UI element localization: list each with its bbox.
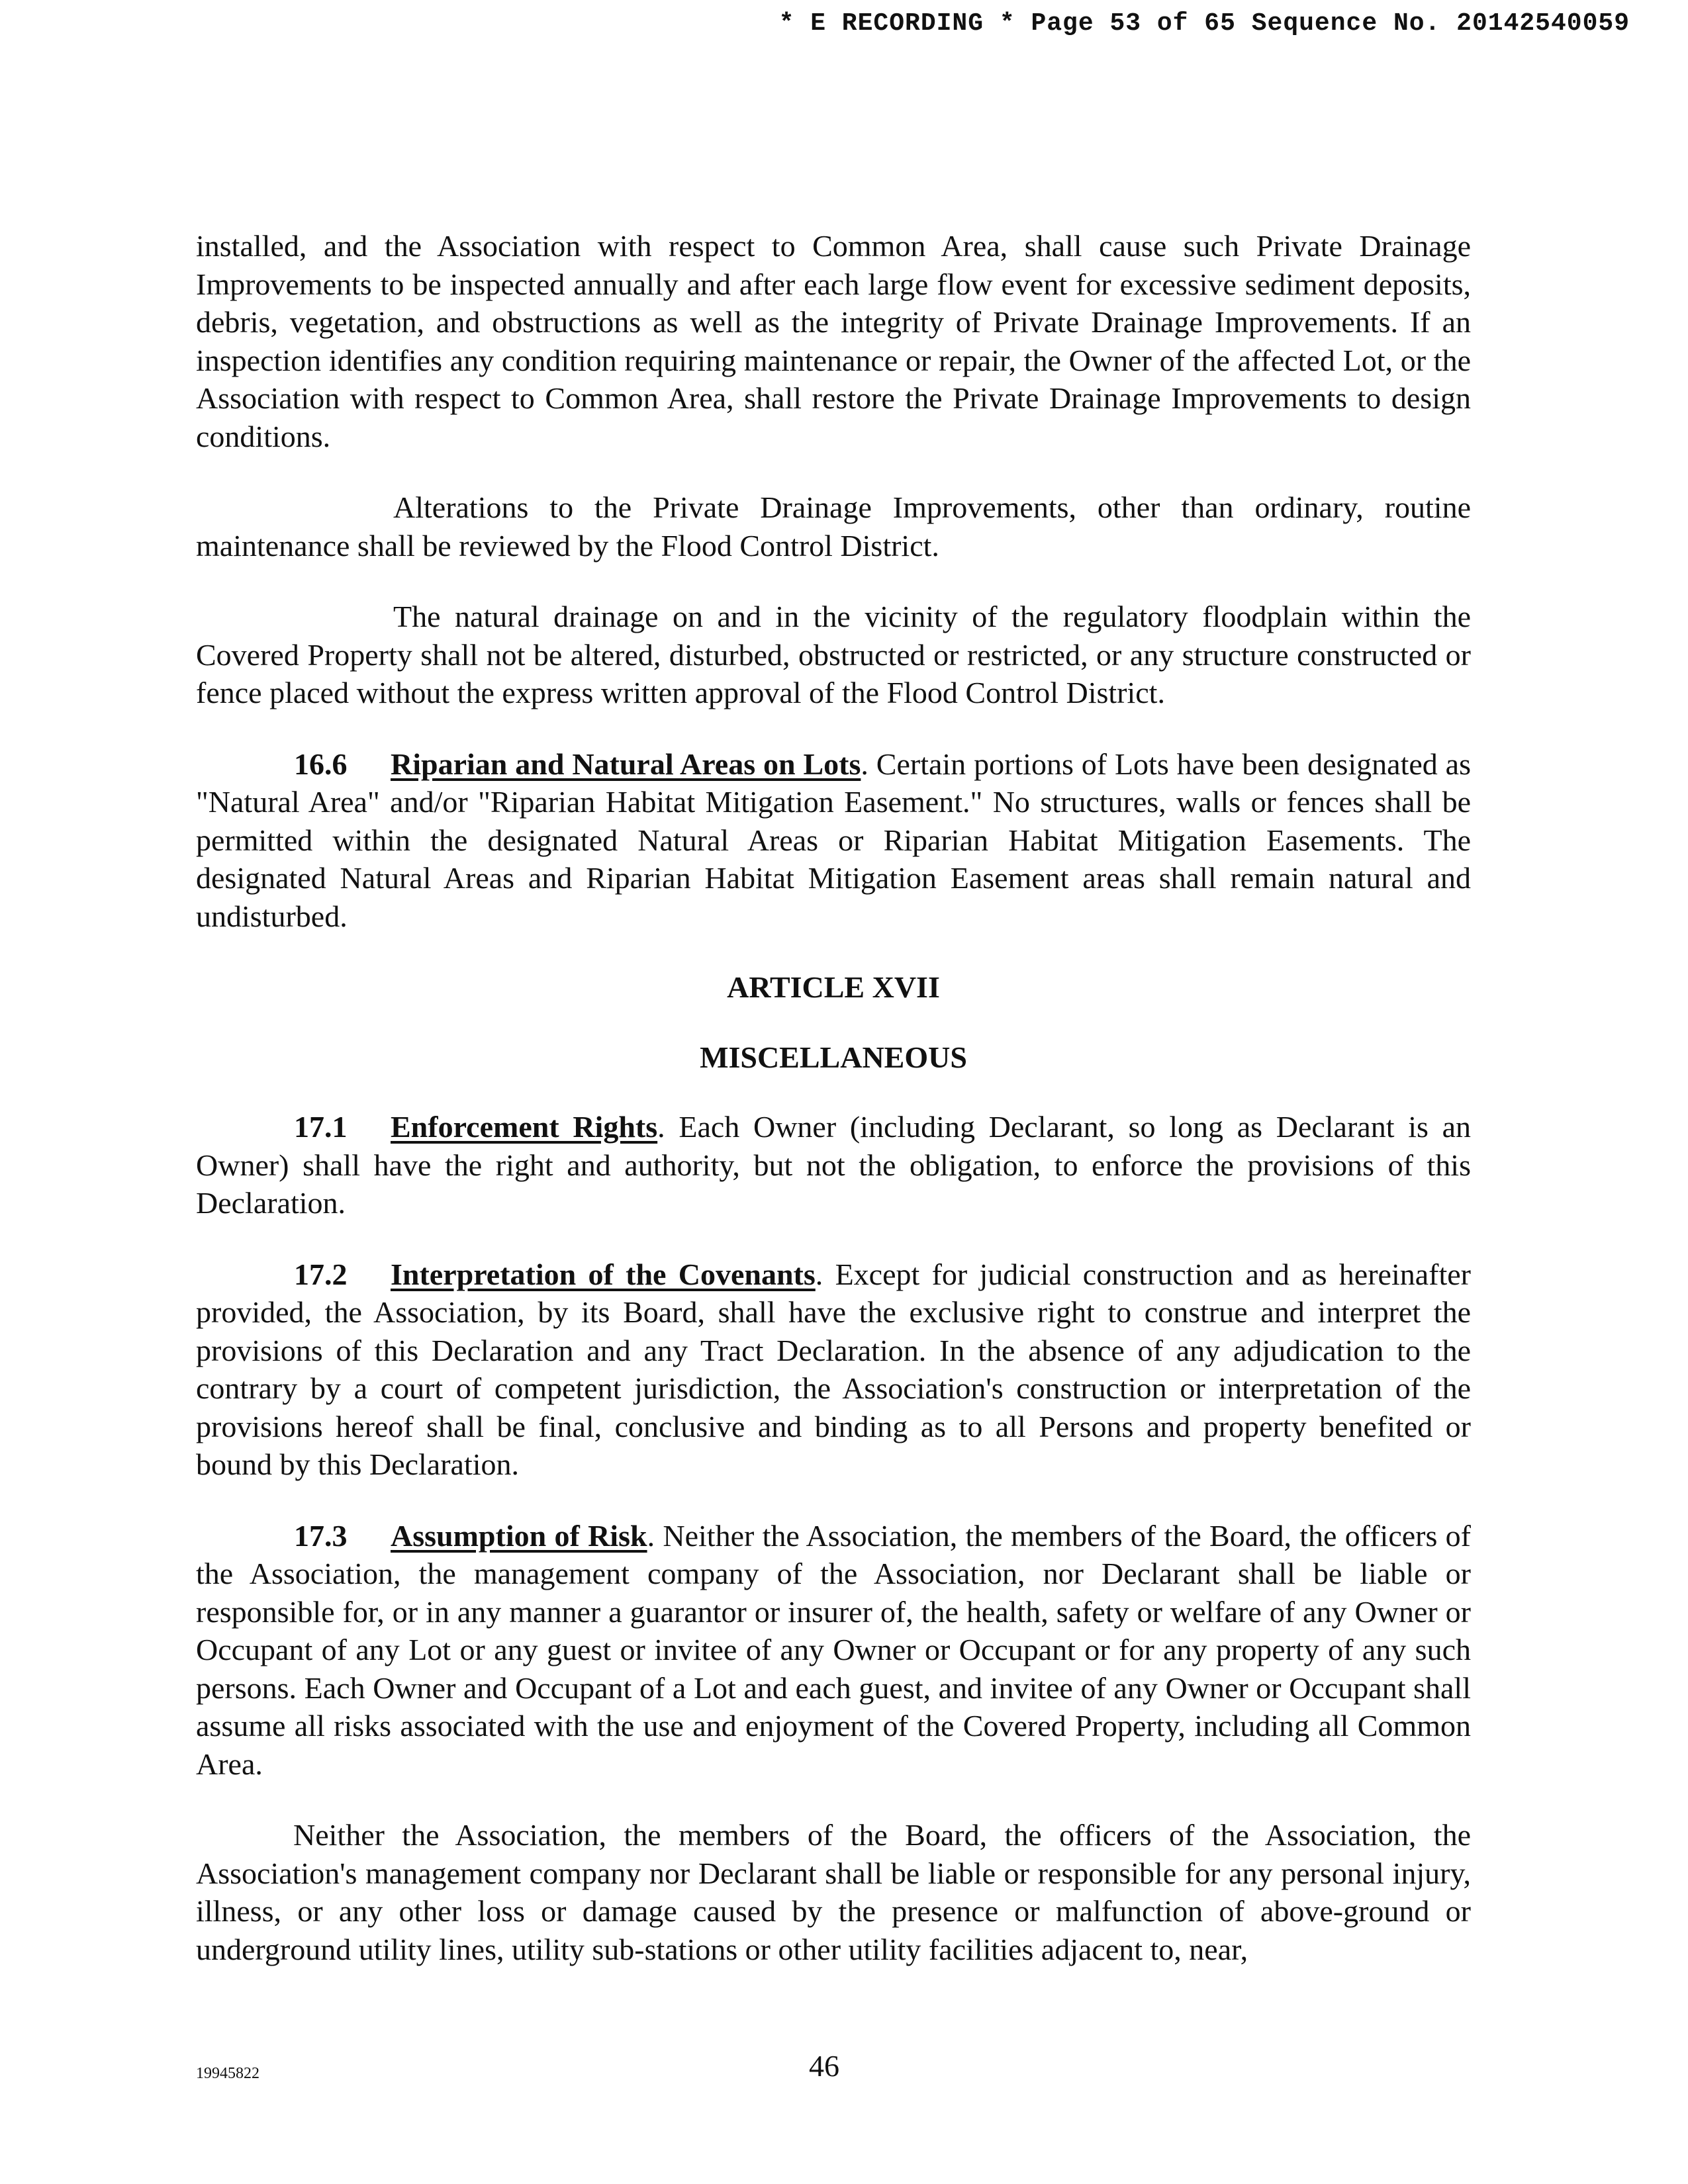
section-17-2 <box>196 1255 1471 1484</box>
section-title: Interpretation of the Covenants <box>391 1257 816 1291</box>
document-body <box>196 227 1471 2001</box>
page-number-text: 46 <box>809 2049 839 2083</box>
section-number: 16.6 <box>294 747 348 781</box>
section-16-6 <box>196 745 1471 936</box>
section-17-1 <box>196 1108 1471 1222</box>
section-text: . Except for judicial construction and as hereinafter provided, the Association, by its Board, shall have the exclusive right to construe and interpret the provisions of this Declaration and any Tract Declaration. In the absence of any adjudication to the contrary by a court of competent jurisdiction, the Association's construction or interpretation of the provisions hereof shall be final, conclusive and binding as to all Persons and property benefited or bound by this Declaration. <box>196 1257 1471 1481</box>
section-number: 17.1 <box>294 1110 348 1144</box>
paragraph-drainage-inspection: installed, and the Association with respect to Common Area, shall cause such Private Drainage Improvements to be inspected annually and after each large flow event for excessive sediment deposits, debris, vegetation, and obstructions as well as the integrity of Private Drainage Improvements. If an inspection identifies any condition requiring maintenance or repair, the Owner of the affected Lot, or the Association with respect to Common Area, shall restore the Private Drainage Improvements to design conditions. <box>196 229 1471 453</box>
document-id: 19945822 <box>196 2065 259 2082</box>
section-number: 17.3 <box>294 1518 348 1553</box>
section-text: . Certain portions of Lots have been designated as "Natural Area" and/or "Riparian Habitat Mitigation Easement." No structures, walls or fences shall be permitted within the designated Natural Areas or Riparian Habitat Mitigation Easements. The designated Natural Areas and Riparian Habitat Mitigation Easement areas shall remain natural and undisturbed. <box>196 747 1471 933</box>
recording-stamp: * E RECORDING * Page 53 of 65 Sequence No. 20142540059 <box>778 9 1630 38</box>
paragraph-utility-liability: Neither the Association, the members of the Board, the officers of the Association, the Association's management company nor Declarant shall be liable or responsible for any personal injury, illness, or any other loss or damage caused by the presence or malfunction of above-ground or underground utility lines, utility sub-stations or other utility facilities adjacent to, near, <box>196 1818 1471 1966</box>
section-number: 17.2 <box>294 1257 348 1291</box>
section-title: Enforcement Rights <box>391 1110 658 1144</box>
section-text: . Neither the Association, the members of the Board, the officers of the Association, the management company of the Association, nor Declarant shall be liable or responsible for, or in any manner a guarantor or insurer of, the health, safety or welfare of any Owner or Occupant of any Lot or any guest or invitee of any Owner or Occupant or for any property of any such persons. Each Owner and Occupant of a Lot and each guest, and invitee of any Owner or Occupant shall assume all risks associated with the use and enjoyment of the Covered Property, including all Common Area. <box>196 1518 1471 1781</box>
section-17-3 <box>196 1517 1471 1784</box>
article-heading: ARTICLE XVII <box>727 970 940 1004</box>
paragraph-drainage-alterations: Alterations to the Private Drainage Improvements, other than ordinary, routine maintenance shall be reviewed by the Flood Control District. <box>196 490 1471 563</box>
page-number <box>0 2048 1688 2083</box>
section-text: . Each Owner (including Declarant, so long as Declarant is an Owner) shall have the right and authority, but not the obligation, to enforce the provisions of this Declaration. <box>196 1110 1471 1220</box>
paragraph-natural-drainage: The natural drainage on and in the vicinity of the regulatory floodplain within the Covered Property shall not be altered, disturbed, obstructed or restricted, or any structure constructed or fence placed without the express written approval of the Flood Control District. <box>196 600 1471 709</box>
article-title: MISCELLANEOUS <box>700 1040 967 1074</box>
section-title: Riparian and Natural Areas on Lots <box>391 747 861 781</box>
section-title: Assumption of Risk <box>391 1518 647 1553</box>
